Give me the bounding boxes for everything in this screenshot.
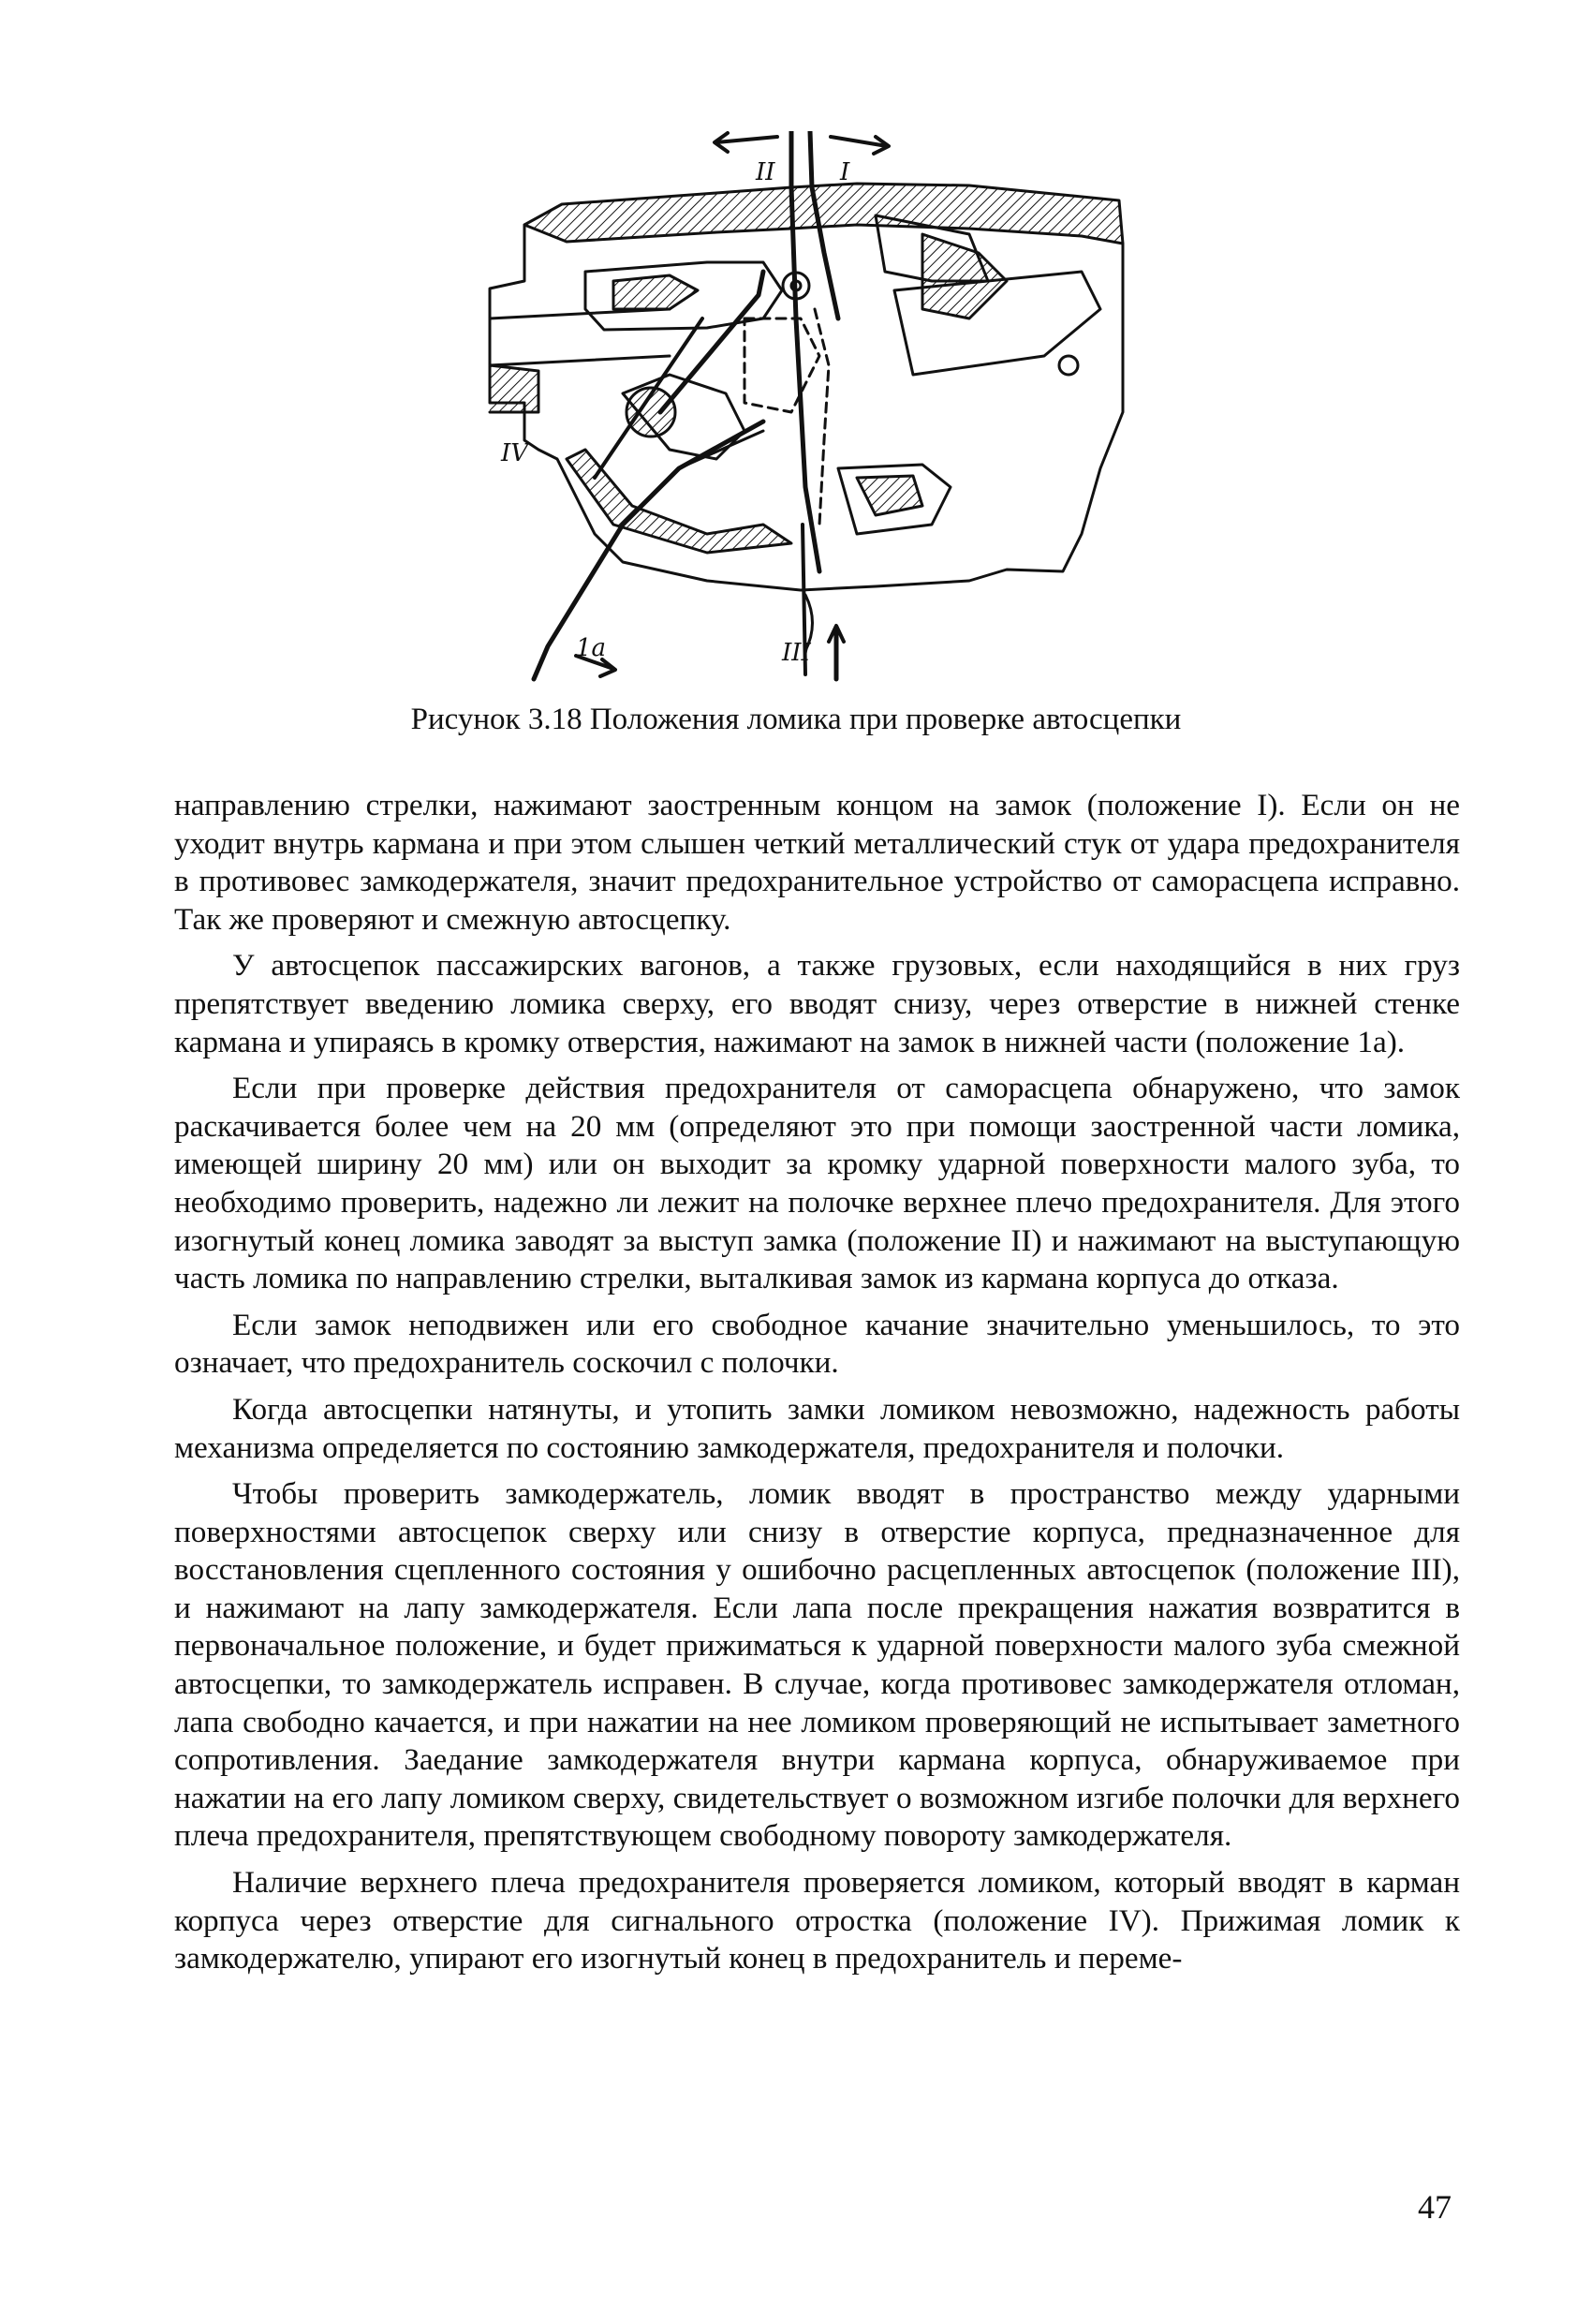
paragraph: Когда автосцепки натянуты, и утопить замки ломиком невозможно, надежность работы механизма определяется по состоянию замкодержателя, предохранителя и полочки. [174, 1391, 1460, 1465]
coupler-diagram-figure [482, 131, 1138, 693]
figure-caption: Рисунок 3.18 Положения ломика при проверке автосцепки [410, 703, 1182, 736]
coupler-diagram [482, 131, 1138, 693]
label-position-1a: 1a [576, 634, 607, 662]
lock-holder-dashed [744, 318, 819, 412]
paragraph: Если замок неподвижен или его свободное качание значительно уменьшилось, то это означает, что предохранитель соскочил с полочки. [174, 1307, 1460, 1381]
guide-bar [490, 309, 670, 365]
adjacent-pivot [1059, 356, 1078, 375]
paragraph: Наличие верхнего плеча предохранителя проверяется ломиком, который вводят в карман корпуса через отверстие для сигнального отростка (положение IV). Прижимая ломик к замкодержателю, упирают его изогнутый конец в предохранитель и переме- [174, 1865, 1460, 1976]
paragraph: направлению стрелки, нажимают заостренным концом на замок (положение I). Если он не уходит внутрь кармана и при этом слышен четкий металлический стук от удара предохранителя в противовес замкодержателя, значит предохранительное устройство от саморасцепа исправно. Так же проверяют и смежную автосцепку. [174, 788, 1460, 937]
paragraph: Если при проверке действия предохранителя от саморасцепа обнаружено, что замок раскачивается более чем на 20 мм (определяют это при помощи заостренной части ломика, имеющей ширину 20 мм) или он выходит за кромку ударной поверхности малого зуба, то необходимо проверить, надежно ли лежит на полочке верхнее плечо предохранителя. Для этого изогнутый конец ломика заводят за выступ замка (положение II) и нажимают на выступающую часть ломика по направлению стрелки, выталкивая замок из кармана корпуса до отказа. [174, 1071, 1460, 1296]
label-position-2: II [756, 158, 775, 186]
page-number: 47 [1418, 2188, 1452, 2226]
arrow-position-2 [716, 137, 777, 142]
body-text [174, 787, 1460, 1987]
label-position-3: III [782, 639, 811, 667]
paragraph: Чтобы проверить замкодержатель, ломик вводят в пространство между ударными поверхностями автосцепок сверху или снизу в отверстие корпуса, предназначенное для восстановления сцепленного состояния у ошибочно расцепленных автосцепок (положение III), и нажимают на лапу замкодержателя. Если лапа после прекращения нажатия возвратится в первоначальное положение, и будет прижиматься к ударной поверхности малого зуба смежной автосцепки, то замкодержатель исправен. В случае, когда противовес замкодержателя отломан, лапа свободно качается, и при нажатии на нее ломиком проверяющий не испытывает заметного сопротивления. Заедание замкодержателя внутри кармана корпуса, обнаруживаемое при нажатии на его лапу ломиком сверху, свидетельствует о возможном изгибе полочки для верхнего плеча предохранителя, препятствующем свободному повороту замкодержателя. [174, 1476, 1460, 1854]
coupler-body-bottom-wall [567, 450, 791, 553]
paragraph: У автосцепок пассажирских вагонов, а также грузовых, если находящийся в них груз препятствует введению ломика сверху, его вводят снизу, через отверстие в нижней стенке кармана и упираясь в кромку отверстия, нажимают на замок в нижней части (положение 1а). [174, 948, 1460, 1059]
label-position-1: I [840, 158, 850, 186]
coupler-body-top-wall [524, 184, 1123, 244]
label-position-4: IV [501, 439, 529, 467]
